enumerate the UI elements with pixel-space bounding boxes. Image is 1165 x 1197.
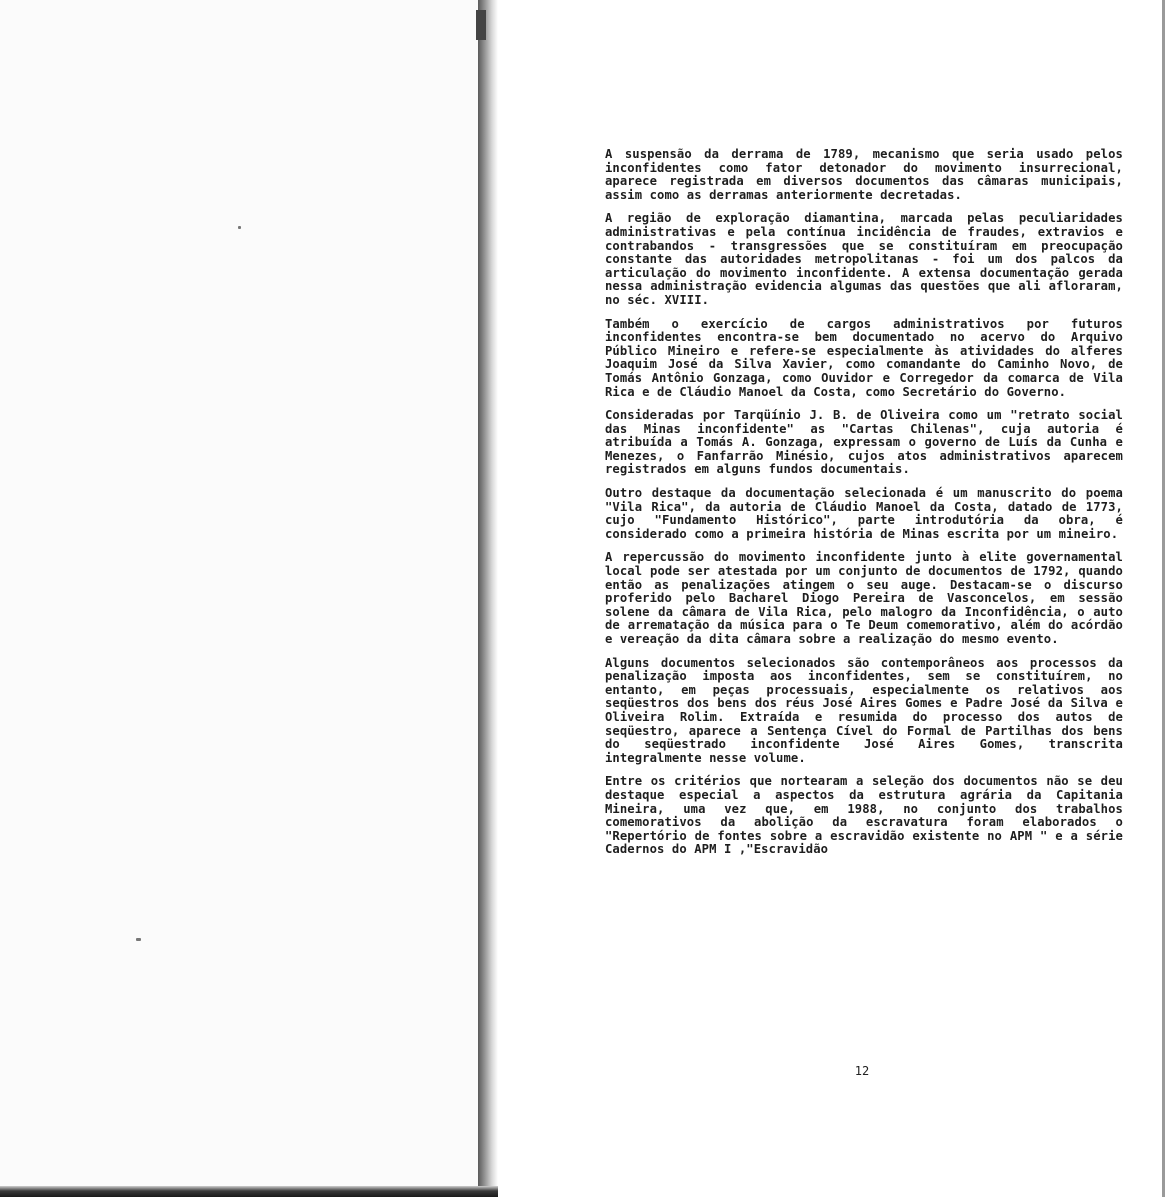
page-number: 12 (854, 1064, 870, 1078)
paragraph-sequestros: Alguns documentos selecionados são contemporâneos aos processos da penalização imposta aos inconfidentes, sem se constituírem, no entanto, em peças processuais, especialmente os relativos aos seqüestros dos bens dos réus José Aires Gomes e Padre José da Silva e Oliveira Rolim. Extraída e resumida do processo dos autos de seqüestro, aparece a Sentença Cível do Formal de Partilhas dos bens do seqüestrado inconfidente José Aires Gomes, transcrita integralmente nesse volume. (605, 655, 1123, 765)
paragraph-poema-vila-rica: Outro destaque da documentação selecionada é um manuscrito do poema "Vila Rica", da autoria de Cláudio Manoel da Costa, datado de 1773, cujo "Fundamento Histórico", parte introdutória da obra, é considerado como a primeira história de Minas escrita por um mineiro. (605, 486, 1123, 541)
scan-speck (136, 938, 141, 941)
paragraph-regiao-diamantina: A região de exploração diamantina, marcada pelas peculiaridades administrativas e pela contínua incidência de fraudes, extravios e contrabandos - transgressões que se constituíram em preocupação constante das autoridades metropolitanas - foi um dos palcos da articulação do movimento inconfidente. A extensa documentação gerada nessa administração evidencia algumas das questões que ali afloraram, no séc. XVIII. (605, 211, 1123, 307)
paragraph-cartas-chilenas: Consideradas por Tarqüínio J. B. de Oliveira como um "retrato social das Minas inconfidente" as "Cartas Chilenas", cuja autoria é atribuída a Tomás A. Gonzaga, expressam o governo de Luís da Cunha e Menezes, o Fanfarrão Minésio, cujos atos administrativos aparecem registrados em alguns fundos documentais. (605, 408, 1123, 477)
book-gutter-shadow (478, 0, 498, 1197)
paragraph-cargos-administrativos: Também o exercício de cargos administrativos por futuros inconfidentes encontra-se bem documentado no acervo do Arquivo Público Mineiro e refere-se especialmente às atividades do alferes Joaquim José da Silva Xavier, como comandante do Caminho Novo, de Tomás Antônio Gonzaga, como Ouvidor e Corregedor da comarca de Vila Rica e de Cláudio Manoel da Costa, como Secretário do Governo. (605, 316, 1123, 399)
text-column (605, 148, 1123, 867)
scan-bottom-edge (0, 1186, 498, 1197)
left-page-blank (0, 0, 478, 1197)
gutter-mark (476, 10, 486, 40)
scan-speck (238, 226, 241, 229)
paragraph-derrama: A suspensão da derrama de 1789, mecanismo que seria usado pelos inconfidentes como fator detonador do movimento insurrecional, aparece registrada em diversos documentos das câmaras municipais, assim como as derramas anteriormente decretadas. (605, 147, 1123, 202)
paragraph-criterios: Entre os critérios que nortearam a seleção dos documentos não se deu destaque especial a aspectos da estrutura agrária da Capitania Mineira, uma vez que, em 1988, no conjunto dos trabalhos comemorativos da abolição da escravatura foram elaborados o "Repertório de fontes sobre a escravidão existente no APM " e a série Cadernos do APM I ,"Escravidão (605, 774, 1123, 857)
paragraph-repercussao: A repercussão do movimento inconfidente junto à elite governamental local pode ser atestada por um conjunto de documentos de 1792, quando então as penalizações atingem o seu auge. Destacam-se o discurso proferido pelo Bacharel Diogo Pereira de Vasconcelos, em sessão solene da câmara de Vila Rica, pelo malogro da Inconfidência, o auto de arrematação da música para o Te Deum comemorativo, além do acórdão e vereação da dita câmara sobre a realização do mesmo evento. (605, 550, 1123, 646)
